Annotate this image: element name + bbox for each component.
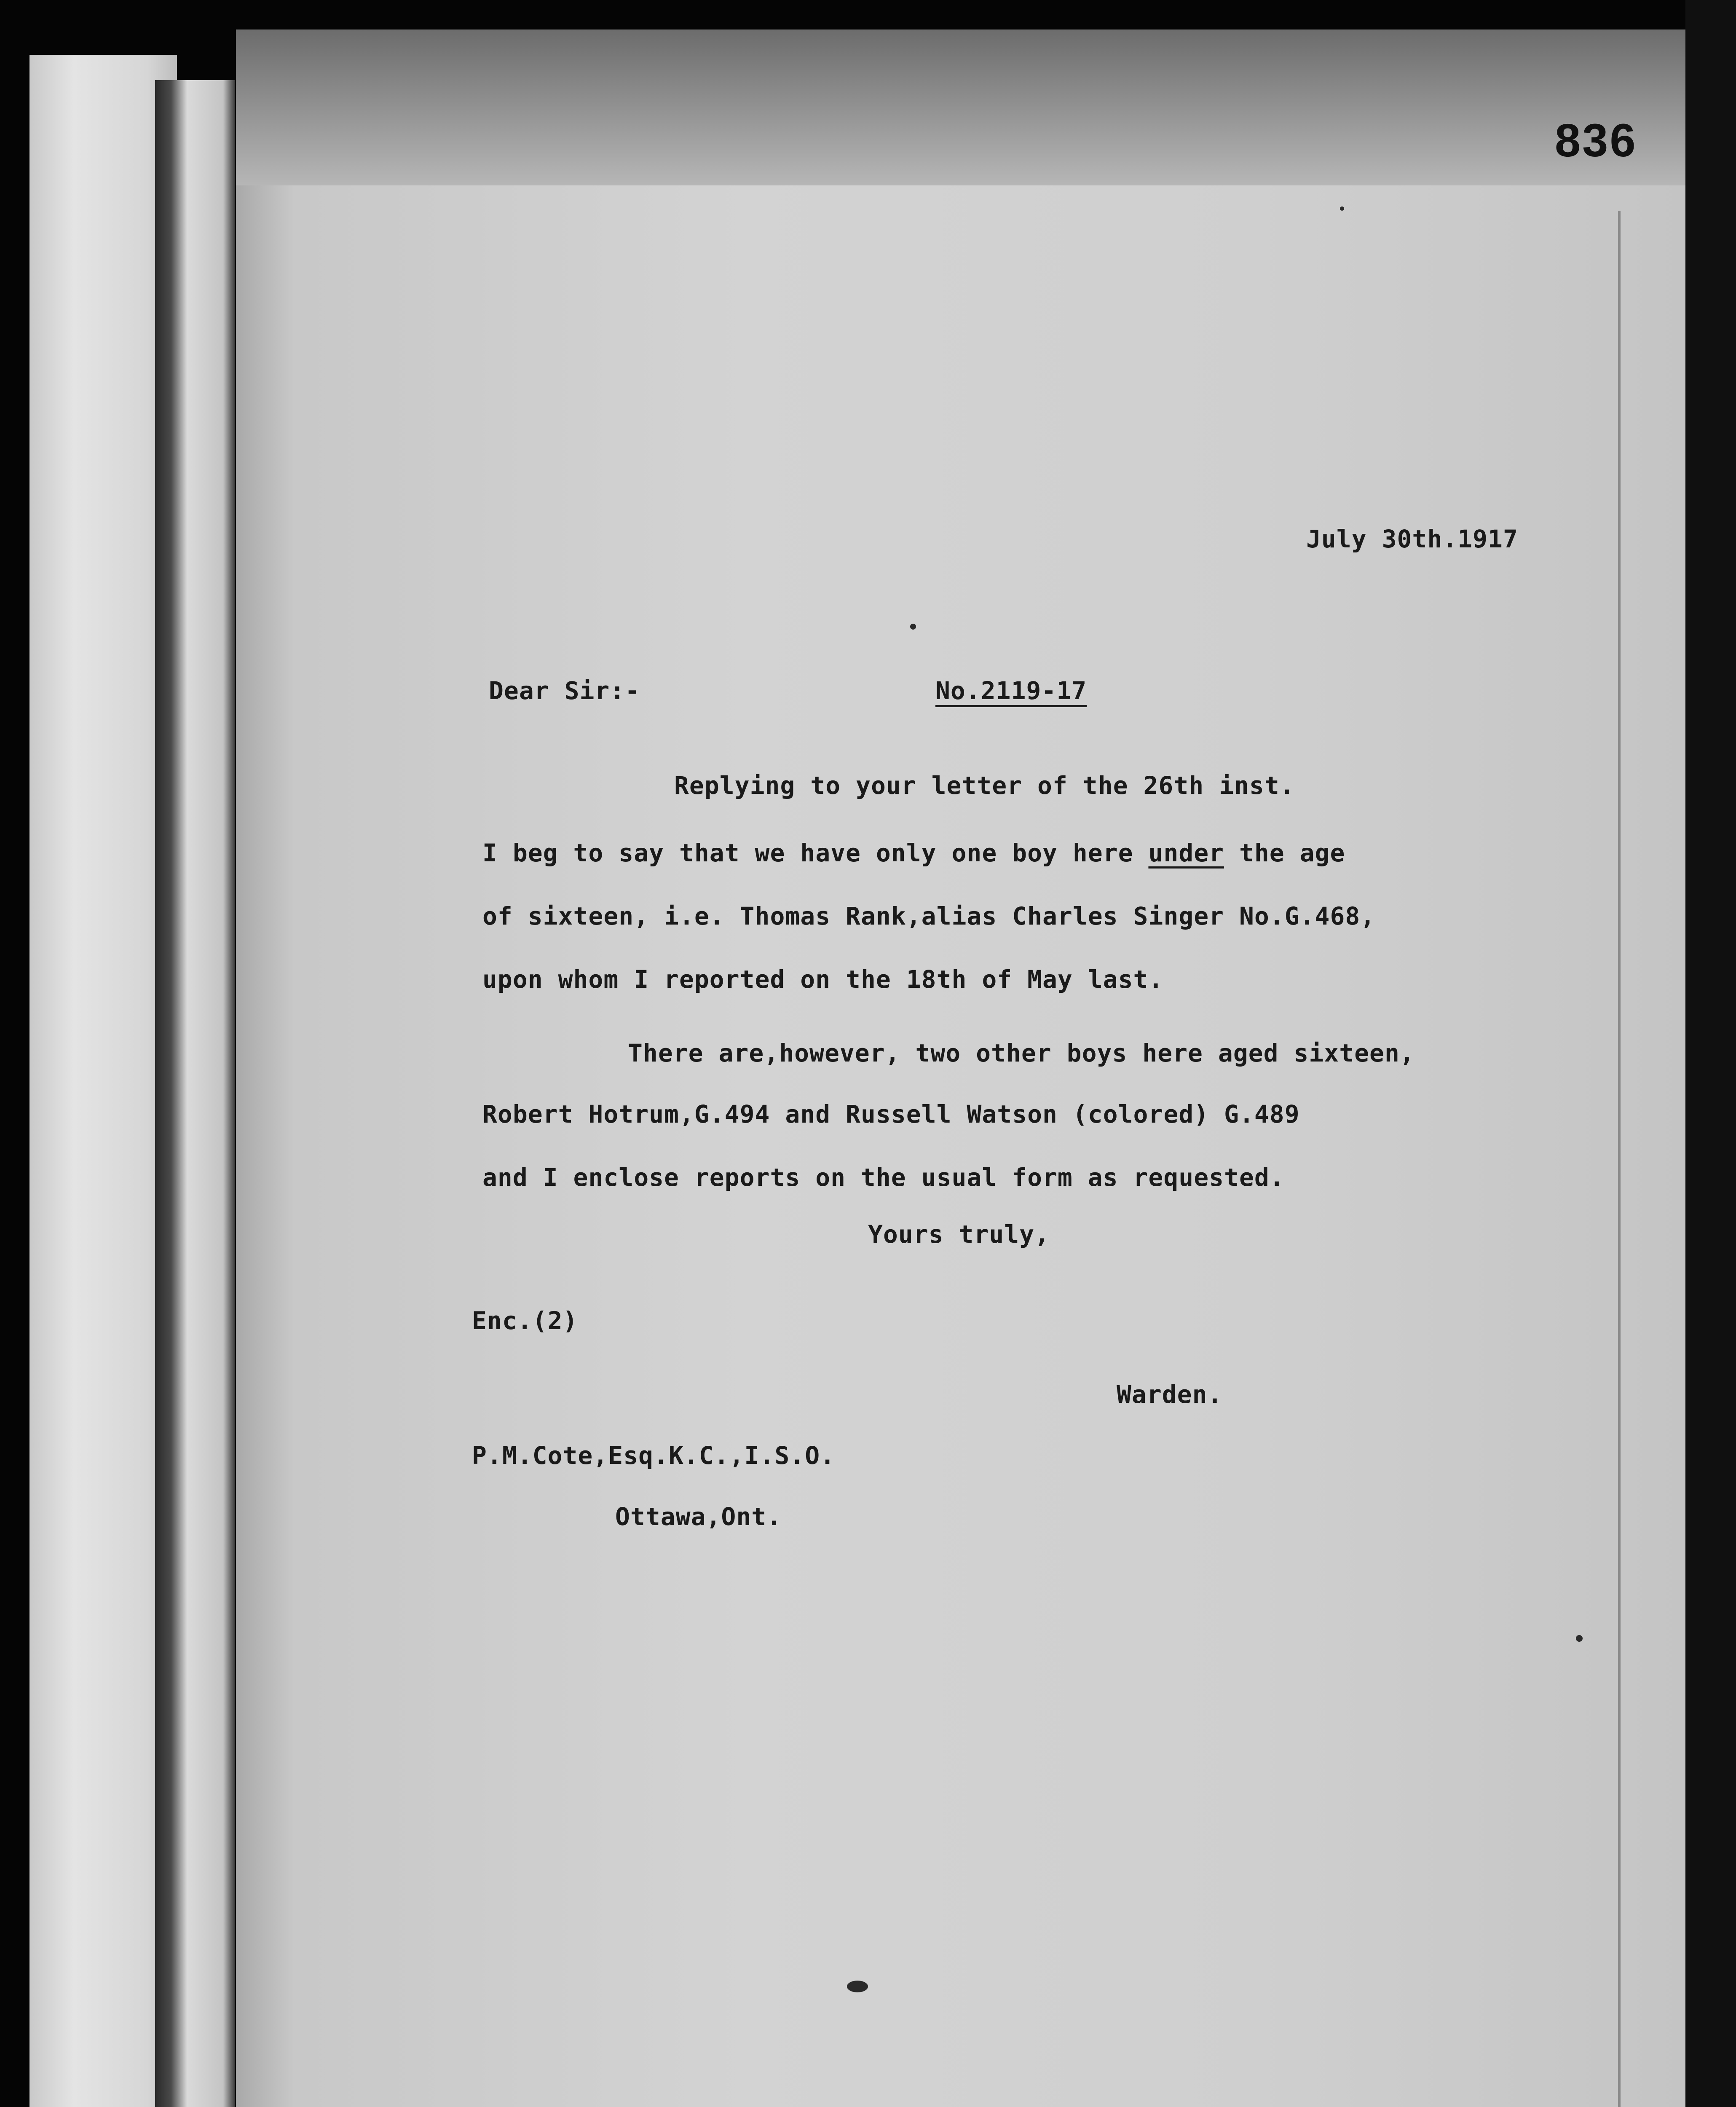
letter-sheet: [236, 185, 1694, 2107]
ink-speck: [1576, 1635, 1583, 1642]
addressee-city: Ottawa,Ont.: [615, 1502, 782, 1531]
sheet-edge-line: [1618, 211, 1621, 2107]
closing: Yours truly,: [868, 1220, 1050, 1249]
page-number: 836: [1555, 115, 1637, 166]
body-line-2-end: the age: [1224, 839, 1345, 867]
body-line-5: There are,however, two other boys here aged sixteen,: [628, 1039, 1415, 1067]
body-line-3: of sixteen, i.e. Thomas Rank,alias Charles Singer No.G.468,: [482, 902, 1376, 930]
signature-title: Warden.: [1117, 1380, 1223, 1409]
ink-speck: [1340, 206, 1344, 211]
body-line-2-start: I beg to say that we have only one boy here: [482, 839, 1149, 867]
body-line-7: and I enclose reports on the usual form as requested.: [482, 1163, 1285, 1192]
ink-smudge: [847, 1981, 868, 1992]
body-line-4: upon whom I reported on the 18th of May last.: [482, 965, 1164, 994]
body-line-2: [482, 839, 1345, 867]
addressee-name: P.M.Cote,Esq.K.C.,I.S.O.: [472, 1441, 836, 1470]
body-line-1: Replying to your letter of the 26th inst.: [674, 771, 1295, 800]
ink-speck: [910, 624, 916, 630]
letter-date: July 30th.1917: [1306, 525, 1518, 553]
reference-number: No.2119-17: [935, 676, 1087, 705]
page-top-band: [236, 29, 1685, 190]
salutation: Dear Sir:-: [489, 676, 640, 705]
enclosure-note: Enc.(2): [472, 1306, 578, 1335]
scan-border: [1685, 0, 1736, 2107]
binder-strip-inner: [155, 80, 235, 2107]
body-line-6: Robert Hotrum,G.494 and Russell Watson (colored) G.489: [482, 1100, 1300, 1129]
underlined-word: under: [1148, 839, 1224, 867]
